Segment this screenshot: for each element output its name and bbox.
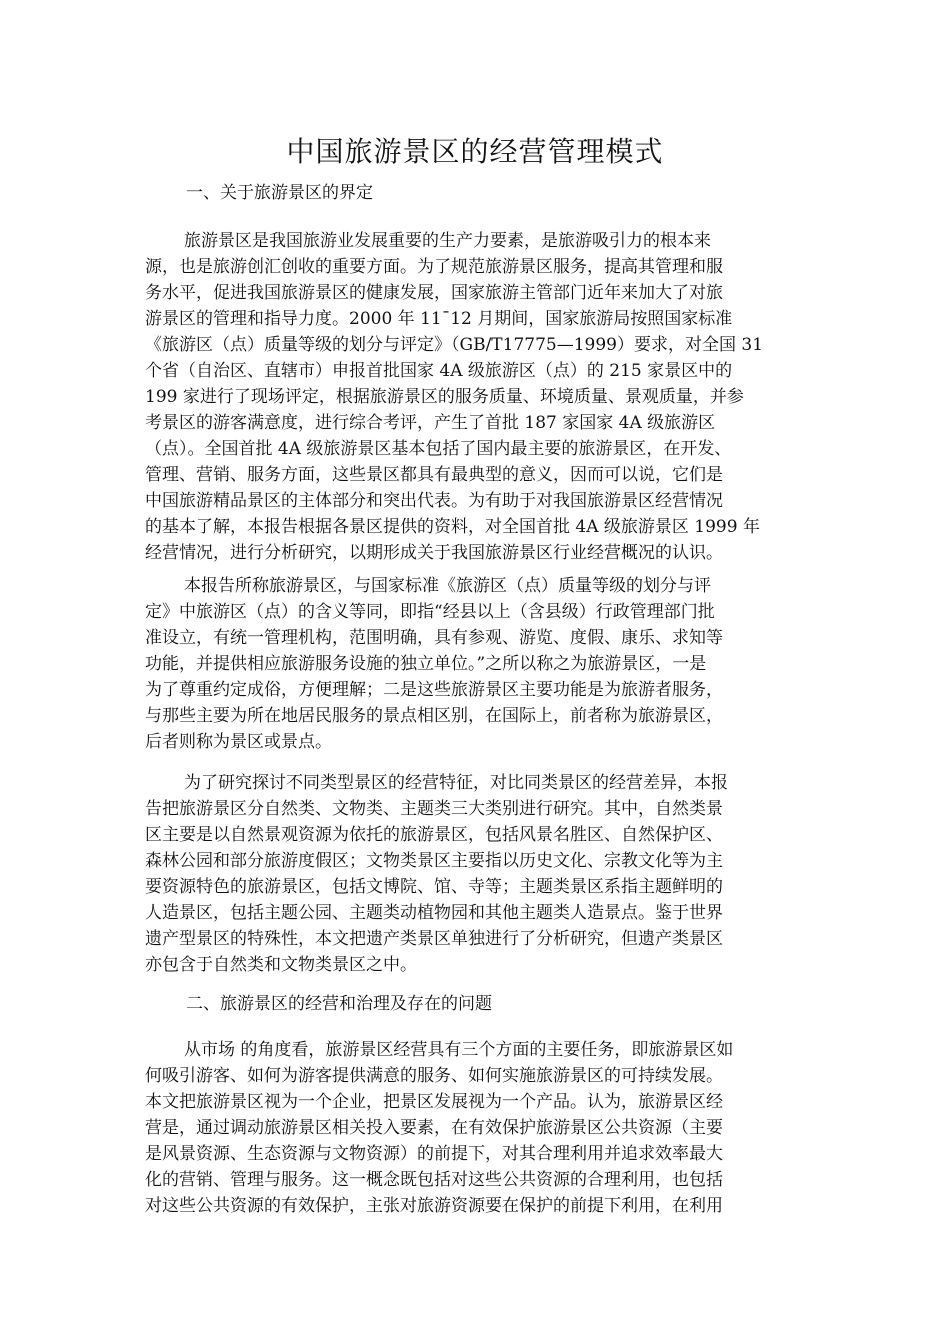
text-line: 遗产型景区的特殊性，本文把遗产类景区单独进行了分析研究，但遗产类景区 — [145, 929, 723, 949]
text-line: 的基本了解，本报告根据各景区提供的资料，对全国首批 4A 级旅游景区 1999 年 — [145, 517, 760, 537]
text-line: 功能，并提供相应旅游服务设施的独立单位。”之所以称之为旅游景区，一是 — [145, 654, 707, 674]
paragraph-1 — [145, 228, 817, 566]
text-line: 旅游景区是我国旅游业发展重要的生产力要素，是旅游吸引力的根本来 — [184, 231, 711, 251]
text-line: 个省（自治区、直辖市）申报首批国家 4A 级旅游区（点）的 215 家景区中的 — [145, 361, 733, 381]
text-line: 对这些公共资源的有效保护，主张对旅游资源要在保护的前提下利用，在利用 — [145, 1196, 723, 1216]
text-line: 森林公园和部分旅游度假区；文物类景区主要指以历史文化、宗教文化等为主 — [145, 851, 723, 871]
text-line: 化的营销、管理与服务。这一概念既包括对这些公共资源的合理利用，也包括 — [145, 1170, 723, 1190]
text-line: （点）。全国首批 4A 级旅游景区基本包括了国内最主要的旅游景区，在开发、 — [145, 439, 732, 459]
paragraph-3 — [145, 770, 817, 978]
text-line: 亦包含于自然类和文物类景区之中。 — [145, 955, 417, 975]
text-line: 本报告所称旅游景区，与国家标准《旅游区（点）质量等级的划分与评 — [184, 576, 711, 596]
text-line: 为了研究探讨不同类型景区的经营特征，对比同类景区的经营差异，本报 — [184, 773, 728, 793]
text-line: 是风景资源、生态资源与文物资源）的前提下，对其合理利用并追求效率最大 — [145, 1144, 723, 1164]
paragraph-4 — [145, 1037, 817, 1219]
text-line: 考景区的游客满意度，进行综合考评，产生了首批 187 家国家 4A 级旅游区 — [145, 413, 716, 433]
paragraph-2 — [145, 573, 817, 755]
text-line: 中国旅游精品景区的主体部分和突出代表。为有助于对我国旅游景区经营情况 — [145, 491, 723, 511]
text-line: 准设立，有统一管理机构，范围明确，具有参观、游览、度假、康乐、求知等 — [145, 628, 723, 648]
text-line: 何吸引游客、如何为游客提供满意的服务、如何实施旅游景区的可持续发展。 — [145, 1066, 723, 1086]
text-line: 定》中旅游区（点）的含义等同，即指“经县以上（含县级）行政管理部门批 — [145, 602, 715, 622]
text-line: 经营情况，进行分析研究，以期形成关于我国旅游景区行业经营概况的认识。 — [145, 543, 723, 563]
text-line: 人造景区，包括主题公园、主题类动植物园和其他主题类人造景点。鉴于世界 — [145, 903, 723, 923]
text-line: 与那些主要为所在地居民服务的景点相区别，在国际上，前者称为旅游景区， — [145, 706, 723, 726]
text-line: 从市场 的角度看，旅游景区经营具有三个方面的主要任务，即旅游景区如 — [184, 1040, 734, 1060]
text-line: 源，也是旅游创汇创收的重要方面。为了规范旅游景区服务，提高其管理和服 — [145, 257, 723, 277]
section-heading-2: 二、旅游景区的经营和治理及存在的问题 — [186, 994, 492, 1014]
text-line: 告把旅游景区分自然类、文物类、主题类三大类别进行研究。其中，自然类景 — [145, 799, 723, 819]
text-line: 管理、营销、服务方面，这些景区都具有最典型的意义，因而可以说，它们是 — [145, 465, 723, 485]
text-line: 《旅游区（点）质量等级的划分与评定》（GB/T17775—1999）要求，对全国 31 — [145, 335, 764, 355]
section-heading-1: 一、关于旅游景区的界定 — [186, 183, 373, 203]
text-line: 为了尊重约定成俗，方便理解；二是这些旅游景区主要功能是为旅游者服务， — [145, 680, 723, 700]
text-line: 区主要是以自然景观资源为依托的旅游景区，包括风景名胜区、自然保护区、 — [145, 825, 723, 845]
text-line: 务水平，促进我国旅游景区的健康发展，国家旅游主管部门近年来加大了对旅 — [145, 283, 723, 303]
text-line: 要资源特色的旅游景区，包括文博院、馆、寺等；主题类景区系指主题鲜明的 — [145, 877, 723, 897]
text-line: 199 家进行了现场评定，根据旅游景区的服务质量、环境质量、景观质量，并参 — [145, 387, 744, 407]
text-line: 本文把旅游景区视为一个企业，把景区发展视为一个产品。认为，旅游景区经 — [145, 1092, 723, 1112]
text-line: 游景区的管理和指导力度。2000 年 11¯12 月期间，国家旅游局按照国家标准 — [145, 309, 733, 329]
document-title: 中国旅游景区的经营管理模式 — [286, 135, 664, 168]
text-line: 营是，通过调动旅游景区相关投入要素，在有效保护旅游景区公共资源（主要 — [145, 1118, 723, 1138]
text-line: 后者则称为景区或景点。 — [145, 732, 332, 752]
